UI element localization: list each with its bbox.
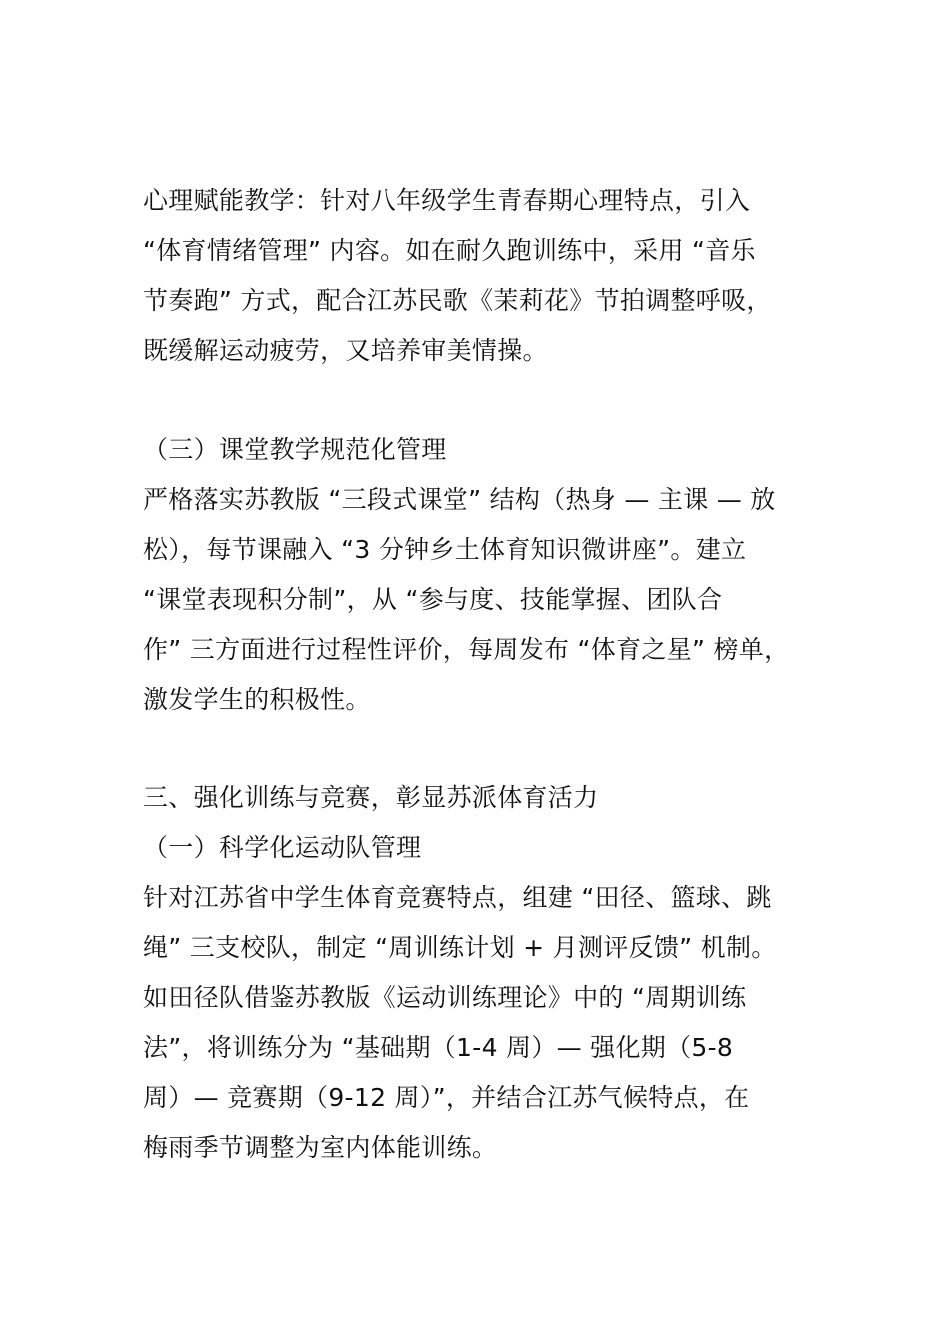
subheading-classroom-management: （三）课堂教学规范化管理 bbox=[143, 435, 447, 464]
paragraph-classroom-line-1: 严格落实苏教版 “三段式课堂” 结构（热身 — 主课 — 放 bbox=[143, 485, 776, 514]
paragraph-team-line-4: 法”，将训练分为 “基础期（1-4 周）— 强化期（5-8 bbox=[143, 1033, 734, 1062]
section-heading-training: 三、强化训练与竞赛，彰显苏派体育活力 bbox=[143, 783, 599, 812]
paragraph-psych-line-3: 节奏跑” 方式，配合江苏民歌《茉莉花》节拍调整呼吸， bbox=[143, 286, 772, 315]
paragraph-psych-line-2: “体育情绪管理” 内容。如在耐久跑训练中，采用 “音乐 bbox=[143, 236, 756, 265]
paragraph-psych-line-4: 既缓解运动疲劳，又培养审美情操。 bbox=[143, 336, 548, 365]
subheading-team-management: （一）科学化运动队管理 bbox=[143, 833, 422, 862]
paragraph-team-line-3: 如田径队借鉴苏教版《运动训练理论》中的 “周期训练 bbox=[143, 983, 747, 1012]
paragraph-team-line-2: 绳” 三支校队，制定 “周训练计划 + 月测评反馈” 机制。 bbox=[143, 933, 777, 962]
paragraph-team-line-5: 周）— 竞赛期（9-12 周）”，并结合江苏气候特点，在 bbox=[143, 1083, 750, 1112]
paragraph-classroom-line-3: “课堂表现积分制”，从 “参与度、技能掌握、团队合 bbox=[143, 585, 723, 614]
paragraph-classroom-line-5: 激发学生的积极性。 bbox=[143, 685, 371, 714]
paragraph-team-line-1: 针对江苏省中学生体育竞赛特点，组建 “田径、篮球、跳 bbox=[143, 883, 772, 912]
paragraph-team-line-6: 梅雨季节调整为室内体能训练。 bbox=[143, 1133, 498, 1162]
paragraph-classroom-line-2: 松），每节课融入 “3 分钟乡土体育知识微讲座”。建立 bbox=[143, 535, 747, 564]
paragraph-classroom-line-4: 作” 三方面进行过程性评价，每周发布 “体育之星” 榜单， bbox=[143, 635, 790, 664]
paragraph-psych-line-1: 心理赋能教学：针对八年级学生青春期心理特点，引入 bbox=[143, 186, 751, 215]
